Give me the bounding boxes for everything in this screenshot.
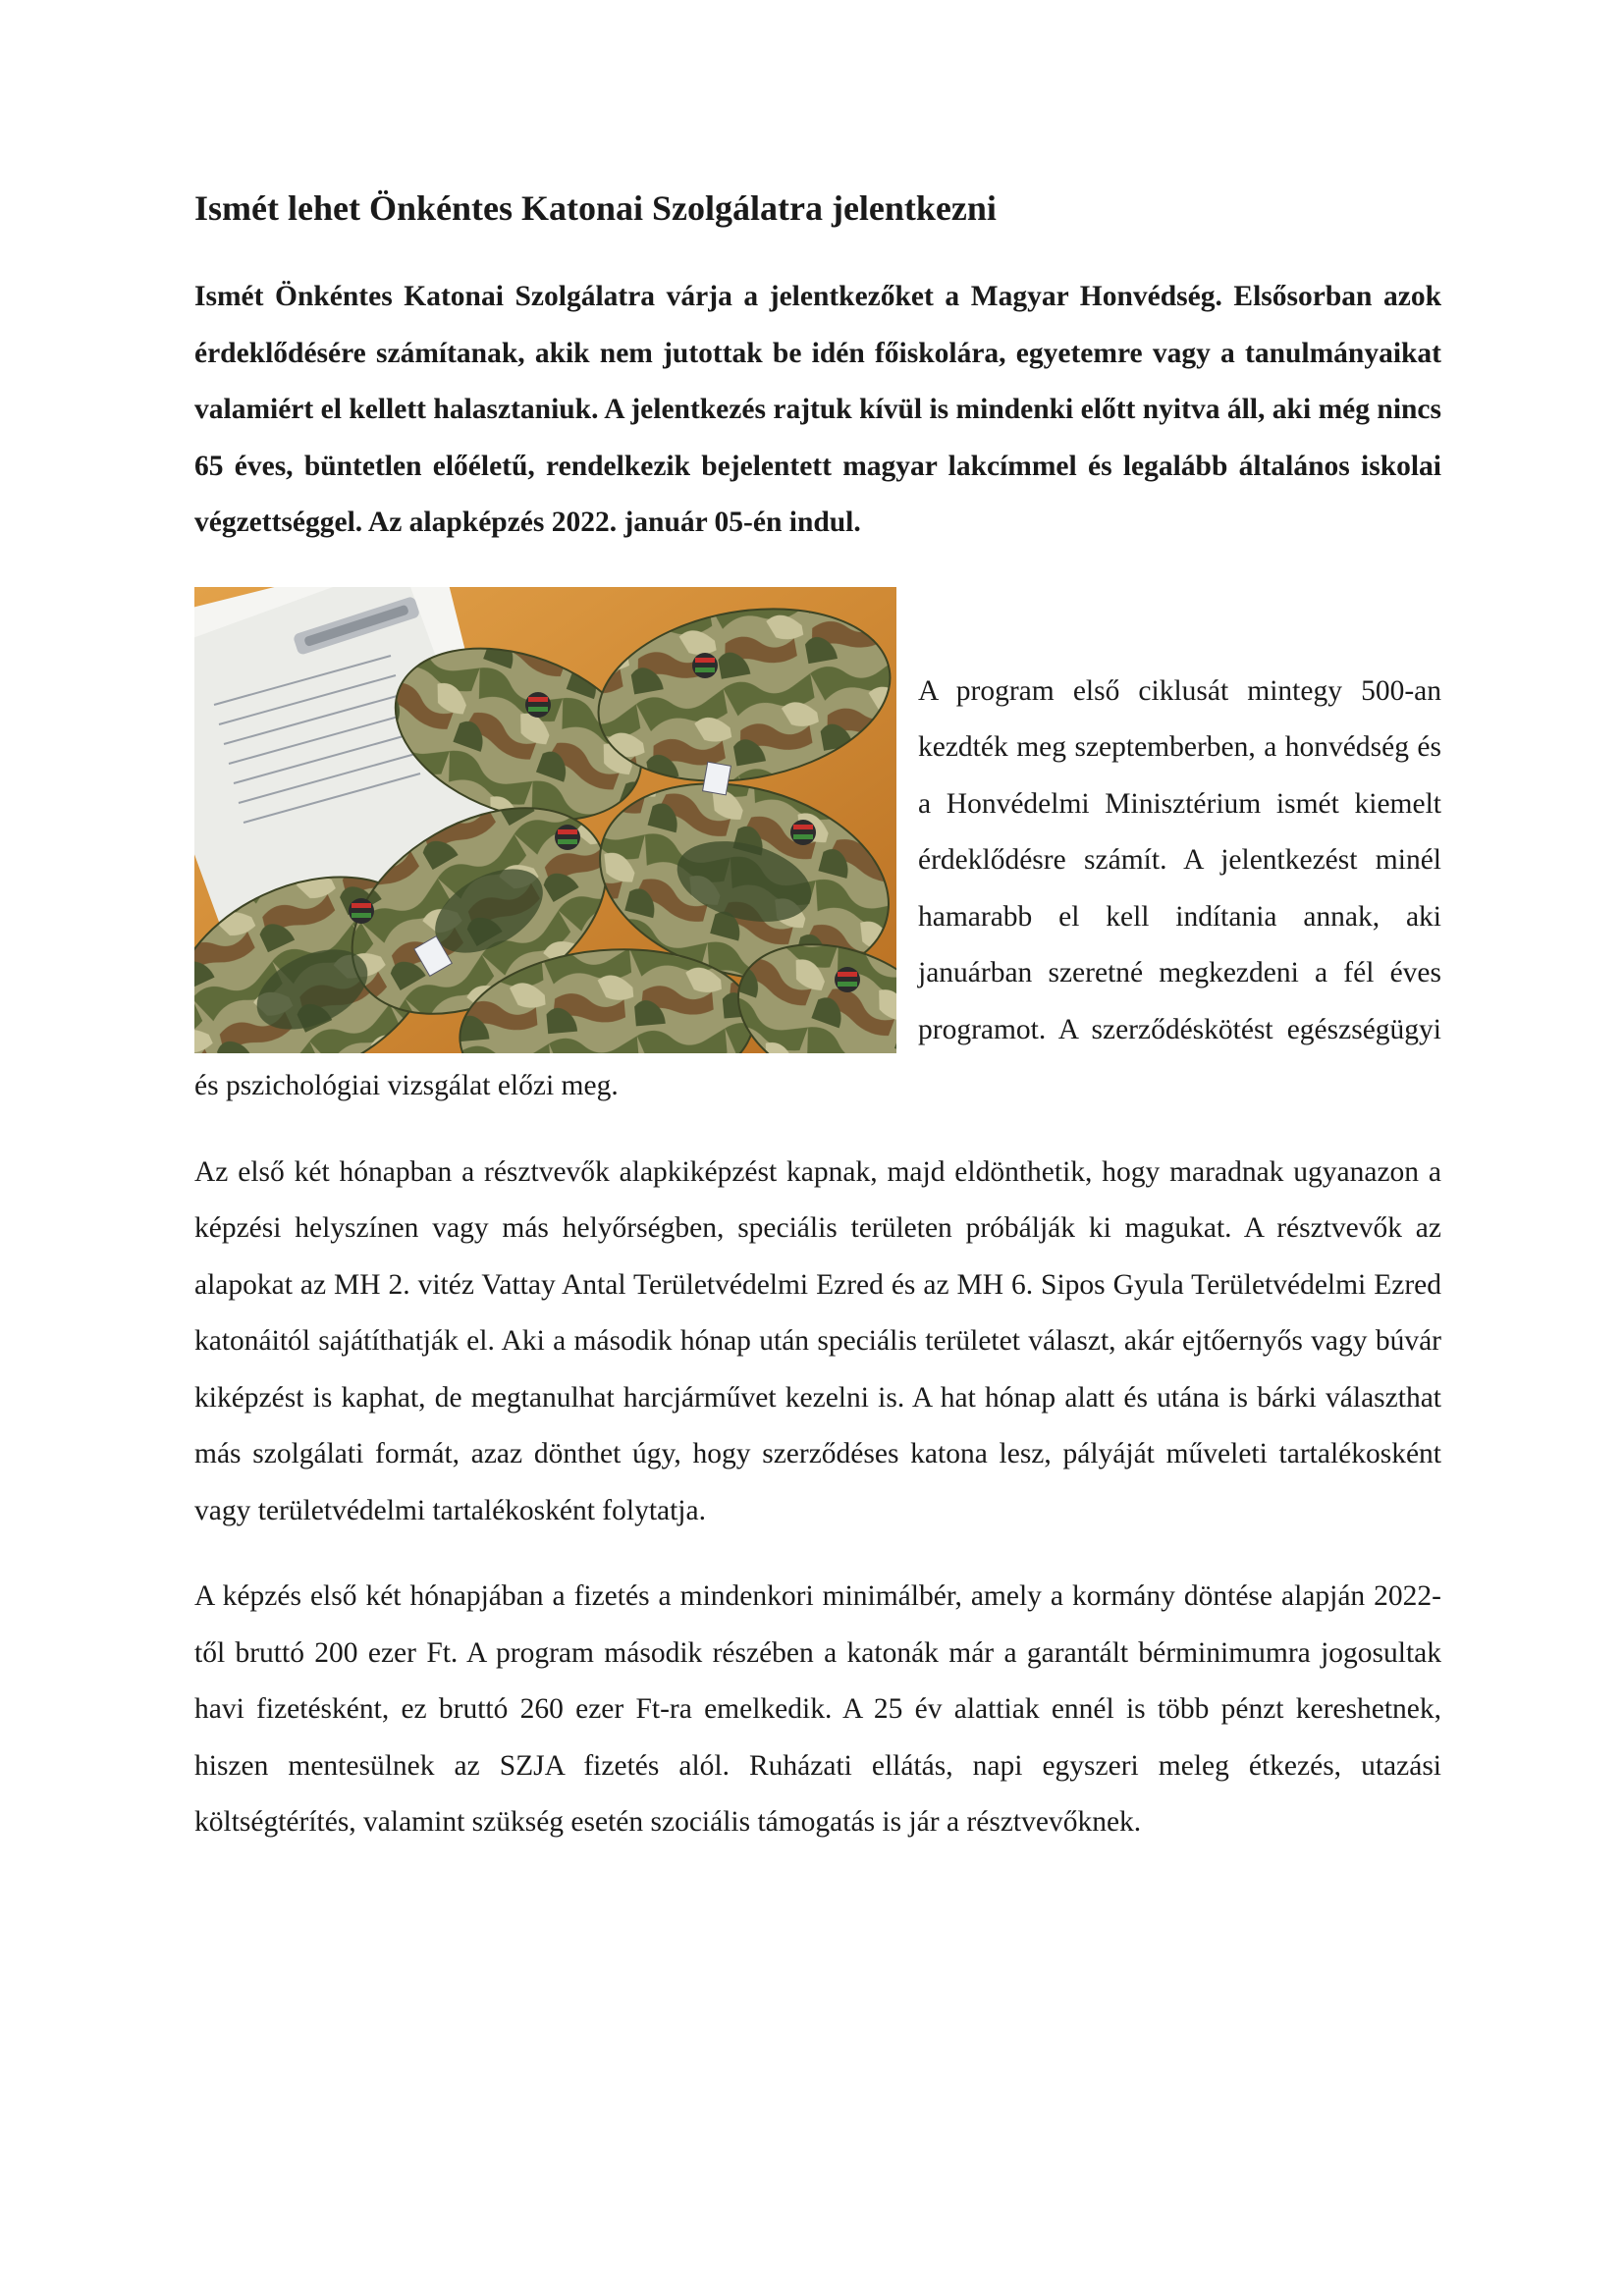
camouflage-caps-photo-icon: [194, 587, 896, 1053]
article-title: Ismét lehet Önkéntes Katonai Szolgálatra jelentkezni: [194, 188, 997, 228]
paragraph-training: Az első két hónapban a résztvevők alapkiképzést kapnak, majd eldönthetik, hogy maradnak ugyanazon a képzési helyszínen vagy más helyőrségben, speciális területen próbálják ki magukat. A résztvevők az alapokat az MH 2. vitéz Vattay Antal Területvédelmi Ezred és az MH 6. Sipos Gyula Területvédelmi Ezred katonáitól sajátíthatják el. Aki a második hónap után speciális területet választ, akár ejtőernyős vagy búvár kiképzést is kaphat, de megtanulhat harcjárművet kezelni is. A hat hónap alatt és utána is bárki választhat más szolgálati formát, azaz dönthet úgy, hogy szerződéses katona lesz, pályáját műveleti tartalékosként vagy területvédelmi tartalékosként folytatja.: [194, 1155, 1441, 1526]
document-page: [194, 187, 1441, 1851]
paragraph-program-cycle: A program első ciklusát mintegy 500-an kezdték meg szeptemberben, a honvédség és a Honvédelmi Minisztérium ismét kiemelt érdeklődésre számít. A jelentkezést minél hamarabb el kell indítania annak, aki januárban szeretné megkezdeni a fél éves programot. A szerződéskötést egészségügyi és pszichológiai vizsgálat előzi meg.: [194, 674, 1441, 1101]
paragraph-salary: A képzés első két hónapjában a fizetés a mindenkori minimálbér, amely a kormány döntése alapján 2022-től bruttó 200 ezer Ft. A program második részében a katonák már a garantált bérminimumra jogosultak havi fizetésként, ez bruttó 260 ezer Ft-ra emelkedik. A 25 év alattiak ennél is több pénzt kereshetnek, hiszen mentesülnek az SZJA fizetés alól. Ruházati ellátás, napi egyszeri meleg étkezés, utazási költségtérítés, valamint szükség esetén szociális támogatás is jár a résztvevőknek.: [194, 1580, 1441, 1838]
article-lead: Ismét Önkéntes Katonai Szolgálatra várja a jelentkezőket a Magyar Honvédség. Elsősorban azok érdeklődésére számítanak, akik nem jutottak be idén főiskolára, egyetemre vagy a tanulmányaikat valamiért el kellett halasztaniuk. A jelentkezés rajtuk kívül is mindenki előtt nyitva áll, aki még nincs 65 éves, büntetlen előéletű, rendelkezik bejelentett magyar lakcímmel és legalább általános iskolai végzettséggel. Az alapképzés 2022. január 05-én indul.: [194, 281, 1441, 538]
